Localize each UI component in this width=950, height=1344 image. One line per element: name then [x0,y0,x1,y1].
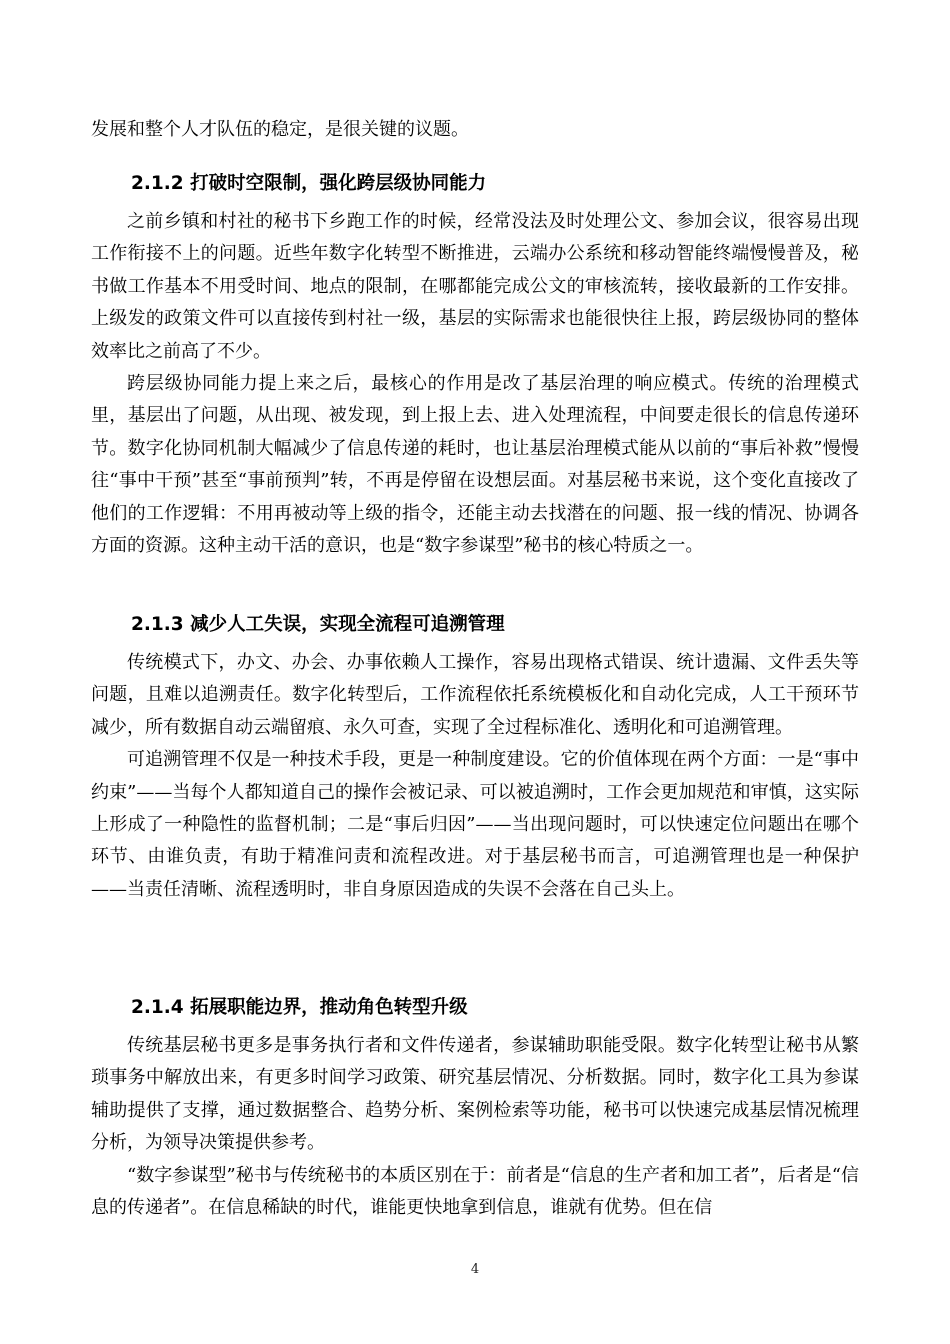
body-paragraph: 可追溯管理不仅是一种技术手段，更是一种制度建设。它的价值体现在两个方面：一是“事中约束”——当每个人都知道自己的操作会被记录、可以被追溯时，工作会更加规范和审慎，这实际上形成了一种隐性的监督机制；二是“事后归因”——当出现问题时，可以快速定位问题出在哪个环节、由谁负责，有助于精准问责和流程改进。对于基层秘书而言，可追溯管理也是一种保护——当责任清晰、流程透明时，非自身原因造成的失误不会落在自己头上。 [91,749,859,900]
body-paragraph: “数字参谋型”秘书与传统秘书的本质区别在于：前者是“信息的生产者和加工者”，后者是“信息的传递者”。在信息稀缺的时代，谁能更快地拿到信息，谁就有优势。但在信 [91,1164,859,1219]
section-heading: 2.1.3 减少人工失误，实现全流程可追溯管理 [131,614,505,635]
body-paragraph: 传统基层秘书更多是事务执行者和文件传递者，参谋辅助职能受限。数字化转型让秘书从繁琐事务中解放出来，有更多时间学习政策、研究基层情况、分析数据。同时，数字化工具为参谋辅助提供了支撑，通过数据整合、趋势分析、案例检索等功能，秘书可以快速完成基层情况梳理分析，为领导决策提供参考。 [91,1035,859,1154]
intro-block [91,114,859,146]
section-2-1-3 [91,609,859,906]
section-2-1-4 [91,992,859,1224]
intro-paragraph: 发展和整个人才队伍的稳定，是很关键的议题。 [91,119,469,140]
section-heading: 2.1.4 拓展职能边界，推动角色转型升级 [131,997,468,1018]
page-number: 4 [470,1262,480,1277]
body-paragraph: 跨层级协同能力提上来之后，最核心的作用是改了基层治理的响应模式。传统的治理模式里，基层出了问题，从出现、被发现，到上报上去、进入处理流程，中间要走很长的信息传递环节。数字化协同机制大幅减少了信息传递的耗时，也让基层治理模式能从以前的“事后补救”慢慢往“事中干预”甚至“事前预判”转，不再是停留在设想层面。对基层秘书来说，这个变化直接改了他们的工作逻辑：不用再被动等上级的指令，还能主动去找潜在的问题、报一线的情况、协调各方面的资源。这种主动干活的意识，也是“数字参谋型”秘书的核心特质之一。 [91,373,859,557]
section-2-1-2 [91,168,859,562]
section-heading: 2.1.2 打破时空限制，强化跨层级协同能力 [131,173,487,194]
body-paragraph: 传统模式下，办文、办会、办事依赖人工操作，容易出现格式错误、统计遗漏、文件丢失等问题，且难以追溯责任。数字化转型后，工作流程依托系统模板化和自动化完成，人工干预环节减少，所有数据自动云端留痕、永久可查，实现了全过程标准化、透明化和可追溯管理。 [91,652,859,738]
body-paragraph: 之前乡镇和村社的秘书下乡跑工作的时候，经常没法及时处理公文、参加会议，很容易出现工作衔接不上的问题。近些年数字化转型不断推进，云端办公系统和移动智能终端慢慢普及，秘书做工作基本不用受时间、地点的限制，在哪都能完成公文的审核流转，接收最新的工作安排。上级发的政策文件可以直接传到村社一级，基层的实际需求也能很快往上报，跨层级协同的整体效率比之前高了不少。 [91,211,859,362]
